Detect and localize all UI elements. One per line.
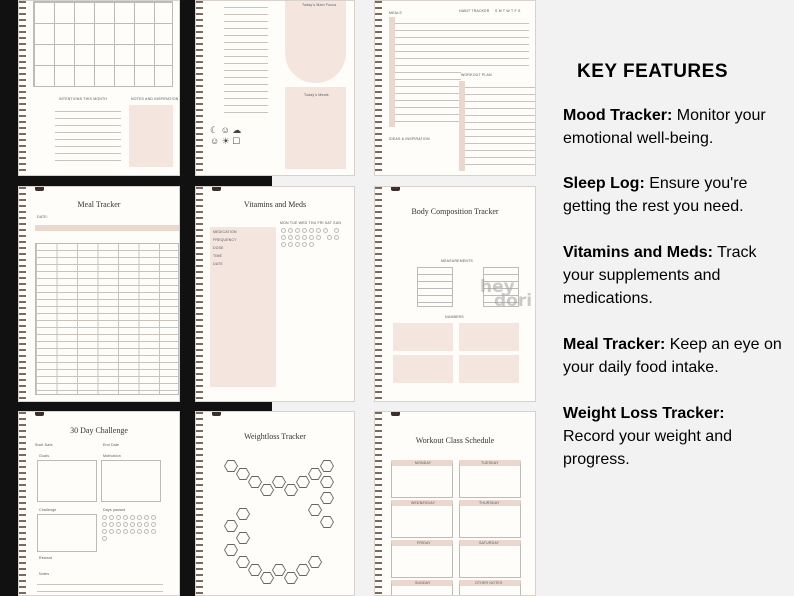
body-comp-title: Body Composition Tracker: [411, 207, 499, 216]
challenge-title: 30 Day Challenge: [70, 426, 128, 435]
measurements-label: MEASUREMENTS: [441, 259, 473, 263]
day-friday: FRIDAY: [417, 541, 431, 545]
day-sunday: SUNDAY: [415, 581, 431, 585]
feature-title: Vitamins and Meds:: [563, 244, 713, 261]
feature-vitamins: [563, 241, 785, 310]
watermark-line1: hey: [480, 277, 515, 297]
main-focus-label: Today's Main Focus: [302, 3, 337, 7]
mood-icons: ☾ ☺ ☁ ☺ ☀ ☐: [210, 125, 242, 146]
vitamins-title: Vitamins and Meds: [243, 200, 307, 209]
end-date-label: End Date: [103, 443, 120, 447]
meal-date-label: DATE:: [37, 215, 49, 219]
feature-text: Track your supplements and medications.: [563, 244, 757, 307]
challenge-notes-label: Notes: [39, 572, 50, 576]
workout-plan-label: WORKOUT PLAN: [461, 73, 492, 77]
start-date-label: Start Date: [35, 443, 53, 447]
feature-sleep: [563, 172, 785, 218]
day-thursday: THURSDAY: [479, 501, 500, 505]
numbers-label: NUMBERS: [445, 315, 464, 319]
reward-label: Reward: [39, 556, 53, 560]
vitamins-days-label: MON TUE WED THU FRI SAT SUN: [280, 221, 342, 225]
weekly-planner-thumbnail: [374, 0, 536, 176]
vitamin-circles: [280, 227, 344, 248]
meal-tracker-title: Meal Tracker: [77, 200, 121, 209]
days-passed-label: Days passed: [103, 508, 126, 512]
goals-label: Goals: [39, 454, 50, 458]
challenge-day-circles: [101, 514, 161, 542]
feature-text: Monitor your emotional well-being.: [563, 107, 766, 147]
day-other-notes: OTHER NOTES: [475, 581, 503, 585]
feature-text: Keep an eye on your daily food intake.: [563, 336, 782, 376]
monthly-planner-thumbnail: [18, 0, 180, 176]
feature-weight: [563, 402, 785, 471]
vitamins-meds-thumbnail: [195, 186, 355, 402]
feature-title: Meal Tracker:: [563, 336, 666, 353]
key-features-heading: KEY FEATURES: [577, 61, 728, 82]
feature-title: Sleep Log:: [563, 175, 645, 192]
habit-tracker-label: HABIT TRACKER: [459, 9, 490, 13]
daily-planner-thumbnail: [195, 0, 355, 176]
weightloss-tracker-thumbnail: [195, 411, 355, 596]
day-wednesday: WEDNESDAY: [411, 501, 436, 505]
day-tuesday: TUESDAY: [481, 461, 499, 465]
date-field: DATE: [213, 262, 223, 266]
30-day-challenge-thumbnail: [18, 411, 180, 596]
feature-meal: [563, 333, 785, 379]
time-field: TIME: [213, 254, 223, 258]
challenge-label: Challenge: [39, 508, 57, 512]
weightloss-title: Weightloss Tracker: [244, 432, 306, 441]
todays-meals-label: Today's Meals: [304, 93, 329, 97]
meal-tracker-thumbnail: [18, 186, 180, 402]
habit-days-label: S M T W T F S: [495, 9, 521, 13]
notes-label: NOTES AND INSPIRATION: [131, 97, 179, 101]
workout-schedule-title: Workout Class Schedule: [415, 436, 495, 445]
feature-text: Record your weight and progress.: [563, 428, 732, 468]
feature-mood: [563, 104, 785, 150]
intentions-label: INTENTIONS THIS MONTH: [59, 97, 108, 101]
frequency-field: FREQUENCY: [213, 238, 237, 242]
watermark: [480, 277, 533, 311]
day-saturday: SATURDAY: [479, 541, 500, 545]
dose-field: DOSE: [213, 246, 224, 250]
feature-text: Ensure you're getting the rest you need.: [563, 175, 748, 215]
motivation-label: Motivation: [103, 454, 121, 458]
ideas-label: IDEAS & INSPIRATION: [389, 137, 430, 141]
workout-schedule-thumbnail: [374, 411, 536, 596]
feature-title: Weight Loss Tracker:: [563, 405, 725, 422]
watermark-line2: dori: [494, 291, 533, 311]
feature-title: Mood Tracker:: [563, 107, 673, 124]
meals-label: MEALS: [389, 11, 402, 15]
medication-field: MEDICATION: [213, 230, 237, 234]
day-monday: MONDAY: [415, 461, 432, 465]
